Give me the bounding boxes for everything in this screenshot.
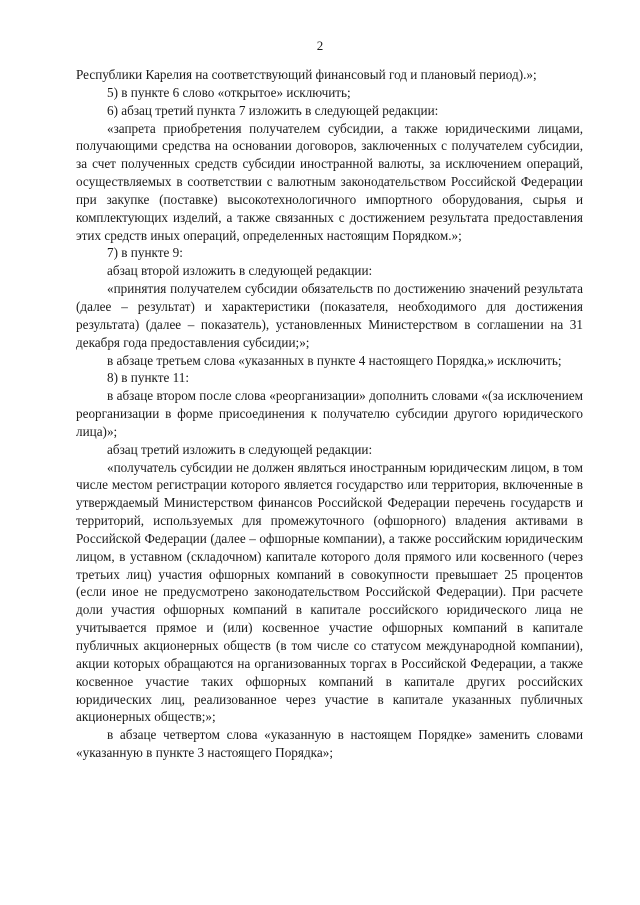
paragraph: 7) в пункте 9: <box>107 245 183 261</box>
paragraph: в абзаце третьем слова «указанных в пункте 4 настоящего Порядка,» исключить; <box>107 352 562 368</box>
document-body <box>76 66 583 762</box>
paragraph: в абзаце втором после слова «реорганизации» дополнить словами «(за исключением реорганизации в форме присоединения к получателю субсидии другого юридического лица)»; <box>76 388 583 439</box>
paragraph: 8) в пункте 11: <box>107 370 190 386</box>
page-number: 2 <box>316 38 324 53</box>
paragraph: «запрета приобретения получателем субсидии, а также юридическими лицами, получающими средства на основании договоров, заключенных с получателем субсидии, за счет полученных средств субсидии иностранной валюты, за исключением операций, осуществляемых в соответствии с валютным законодательством Российской Федерации при закупке (поставке) высокотехнологичного импортного оборудования, сырья и комплектующих изделий, а также связанных с достижением результата предоставления этих средств иных операций, определенных настоящим Порядком.»; <box>76 120 583 243</box>
paragraph: «получатель субсидии не должен являться иностранным юридическим лицом, в том числе местом регистрации которого является государство или территория, включенные в утверждаемый Министерством финансов Российской Федерации перечень государств и территорий, используемых для промежуточного (офшорного) владения активами в Российской Федерации (далее – офшорные компании), а также российским юридическим лицом, в уставном (складочном) капитале которого доля прямого или косвенного (через третьих лиц) участия офшорных компаний в совокупности превышает 25 процентов (если иное не предусмотрено законодательством Российской Федерации). При расчете доли участия офшорных компаний в капитале российского юридического лица не учитывается прямое и (или) косвенное участие офшорных компаний в капитале публичных акционерных обществ (в том числе со статусом международной компании), акции которых обращаются на организованных торгах в Российской Федерации, а также косвенное участие таких офшорных компаний в капитале других российских юридических лиц, реализованное через участие в капитале указанных публичных акционерных обществ;»; <box>76 459 583 725</box>
paragraph: Республики Карелия на соответствующий финансовый год и плановый период).»; <box>76 67 537 82</box>
paragraph: «принятия получателем субсидии обязательств по достижению значений результата (далее – результат) и характеристики (показателя, необходимого для достижения результата) (далее – показатель), установленных Министерством в соглашении на 31 декабря года предоставления субсидии;»; <box>76 281 583 350</box>
paragraph: 5) в пункте 6 слово «открытое» исключить; <box>107 84 351 100</box>
paragraph: абзац второй изложить в следующей редакции: <box>107 263 373 279</box>
paragraph: 6) абзац третий пункта 7 изложить в следующей редакции: <box>107 102 439 118</box>
paragraph: в абзаце четвертом слова «указанную в настоящем Порядке» заменить словами «указанную в пункте 3 настоящего Порядка»; <box>76 727 583 761</box>
paragraph: абзац третий изложить в следующей редакции: <box>107 441 373 457</box>
